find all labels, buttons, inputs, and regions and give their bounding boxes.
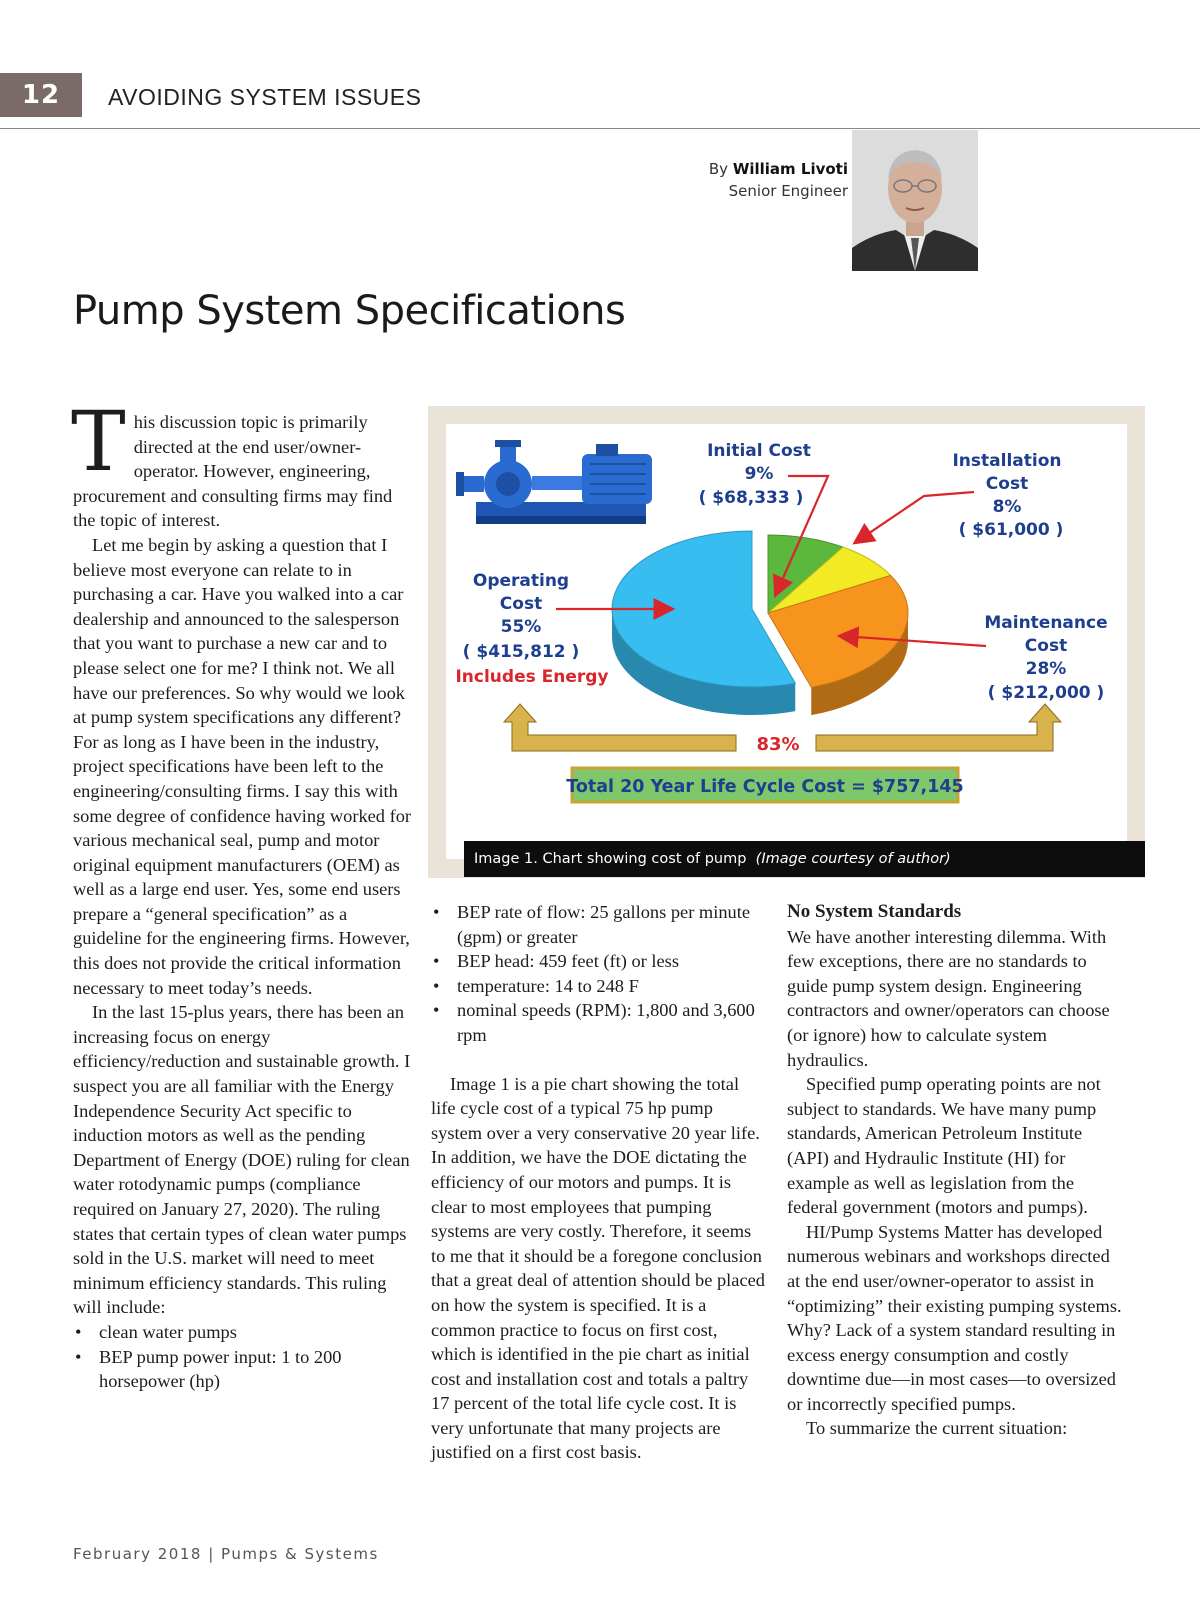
paragraph: In the last 15-plus years, there has been an increasing focus on energy efficiency/reduction and sustainable growth. I suspect you are all familiar with the Energy Independence Security Act specific to induction motors as well as the pending Department of Energy (DOE) ruling for clean water rotodynamic pumps (compliance required on January 27, 2020). The ruling states that certain types of clean water pumps sold in the U.S. market will need to meet minimum efficiency standards. This ruling will include: [73, 1002, 411, 1318]
list-item: • clean water pumps [73, 1320, 413, 1345]
bullet-list [431, 900, 766, 1048]
footer-issue: February 2018 [73, 1545, 202, 1563]
list-item: • BEP pump power input: 1 to 200 horsepower (hp) [73, 1345, 413, 1394]
article-title: Pump System Specifications [73, 288, 626, 334]
footer [73, 1545, 379, 1563]
footer-magazine: Pumps & Systems [221, 1545, 379, 1563]
label-operating-percent: 55% [500, 617, 542, 637]
cost-pie-chart [446, 424, 1127, 824]
page-number: 12 [0, 73, 82, 117]
body-column-3 [787, 900, 1127, 1441]
caption-credit: (Image courtesy of author) [755, 851, 951, 867]
chart-area [446, 424, 1127, 867]
paragraph: HI/Pump Systems Matter has developed numerous webinars and workshops directed at the end user/owner-operator to assist in “optimizing” their existing pumping systems. Why? Lack of a system standard resulting in excess energy consumption and costly downtime due—in most cases—to oversized or incorrectly specified pumps. [787, 1221, 1122, 1414]
paragraph: To summarize the current situation: [806, 1418, 1068, 1439]
list-item: • nominal speeds (RPM): 1,800 and 3,600 rpm [431, 998, 766, 1047]
author-role: Senior Engineer [728, 182, 848, 200]
label-maintenance-sub: Cost [1024, 636, 1068, 656]
pie-chart-figure [428, 406, 1145, 878]
label-maintenance-value: ( $212,000 ) [987, 683, 1105, 703]
label-initial-value: ( $68,333 ) [698, 488, 804, 508]
list-item: • BEP head: 459 feet (ft) or less [431, 949, 766, 974]
pie [612, 531, 908, 715]
drop-cap: T [71, 395, 126, 490]
byline [709, 158, 848, 202]
figure-caption [464, 841, 1145, 877]
byline-prefix: By [708, 160, 729, 178]
body-column-2 [431, 900, 766, 1465]
footer-separator: | [208, 1545, 215, 1563]
label-operating-note: Includes Energy [455, 667, 609, 687]
label-operating-sub: Cost [499, 594, 543, 614]
label-installation-sub: Cost [985, 474, 1029, 494]
label-operating-title: Operating [472, 571, 570, 591]
header-divider [0, 128, 1200, 129]
author-photo [852, 130, 978, 271]
section-title: AVOIDING SYSTEM ISSUES [108, 84, 422, 110]
list-item: • temperature: 14 to 248 F [431, 974, 766, 999]
body-column-1 [71, 395, 413, 1394]
paragraph: Let me begin by asking a question that I believe most everyone can relate to in purchasing a car. Have you walked into a car dealership and announced to the salesperson that you want to purchase a new car and to please select one for me? I think not. We all have our preferences. So why would we look at pump system specifications any different? For as long as I have been in the industry, project specifications have been left to the engineering/consulting firms. I say this with some degree of confidence having worked for various mechanical seal, pump and motor original equipment manufacturers (OEM) as well as a large end user. Yes, some end users prepare a “general specification” as a guideline for the engineering firms. However, this does not provide the critical information necessary to meet today’s needs. [73, 534, 412, 998]
label-installation-title: Installation [952, 451, 1062, 471]
total-label: Total 20 Year Life Cycle Cost = $757,145 [566, 777, 964, 797]
label-initial-percent: 9% [744, 464, 774, 484]
list-item: • BEP rate of flow: 25 gallons per minute (gpm) or greater [431, 900, 766, 949]
caption-text: Image 1. Chart showing cost of pump [474, 851, 747, 867]
subheading: No System Standards [787, 901, 962, 922]
label-initial-title: Initial Cost [707, 441, 811, 461]
paragraph: Image 1 is a pie chart showing the total life cycle cost of a typical 75 hp pump system over a very conservative 20 year life. In addition, we have the DOE dictating the efficiency of our motors and pumps. It is clear to most employees that pumping systems are very costly. Therefore, it seems to me that it should be a foregone conclusion that a great deal of attention should be placed on how the system is specified. It is a common practice to focus on first cost, which is identified in the pie chart as initial cost and installation cost and totals a paltry 17 percent of the total life cycle cost. It is very unfortunate that many projects are justified on a first cost basis. [431, 1073, 765, 1463]
arrow-installation [856, 492, 974, 542]
paragraph: We have another interesting dilemma. With few exceptions, there are no standards to guide pump system design. Engineering contractors and owner/operators can choose (or ignore) how to calculate system hydraulics. [787, 926, 1110, 1070]
label-maintenance-percent: 28% [1025, 659, 1067, 679]
pump-icon [456, 440, 652, 524]
bracket-label: 83% [756, 734, 800, 755]
paragraph: his discussion topic is primarily directed at the end user/owner-operator. However, engineering, procurement and consulting firms may find the topic of interest. [73, 412, 393, 531]
bullet-list [73, 1320, 413, 1394]
paragraph: Specified pump operating points are not subject to standards. We have many pump standards, American Petroleum Institute (API) and Hydraulic Institute (HI) for example as well as legislation from the federal government (motors and pumps). [787, 1074, 1101, 1218]
label-maintenance-title: Maintenance [984, 613, 1108, 633]
author-name: William Livoti [732, 160, 848, 178]
label-installation-value: ( $61,000 ) [958, 520, 1064, 540]
label-operating-value: ( $415,812 ) [462, 642, 580, 662]
label-installation-percent: 8% [992, 497, 1022, 517]
